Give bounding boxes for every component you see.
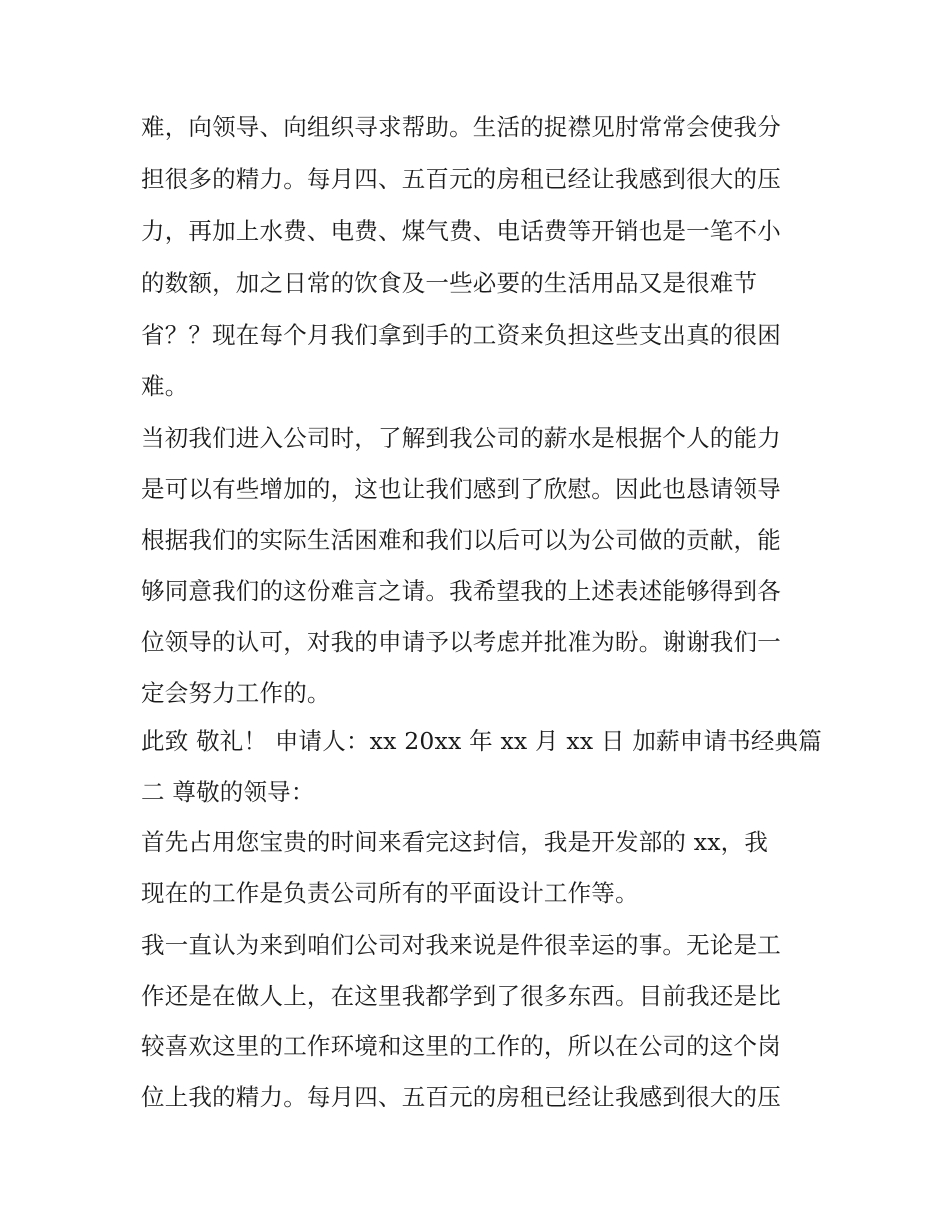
text-line: 担很多的精力。每月四、五百元的房租已经让我感到很大的压 — [141, 165, 781, 193]
text-line: 首先占用您宝贵的时间来看完这封信，我是开发部的 xx，我 — [141, 828, 769, 856]
text-line: 定会努力工作的。 — [141, 679, 331, 707]
text-line: 此致 敬礼！ 申请人：xx 20xx 年 xx 月 xx 日 加薪申请书经典篇 — [141, 727, 822, 755]
text-line: 我一直认为来到咱们公司对我来说是件很幸运的事。无论是工 — [141, 931, 781, 959]
text-line: 二 尊敬的领导： — [141, 778, 315, 806]
text-line: 力，再加上水费、电费、煤气费、电话费等开销也是一笔不小 — [141, 217, 781, 245]
text-line: 当初我们进入公司时，了解到我公司的薪水是根据个人的能力 — [141, 424, 781, 452]
text-line: 位上我的精力。每月四、五百元的房租已经让我感到很大的压 — [141, 1083, 781, 1111]
text-line: 省？？现在每个月我们拿到手的工资来负担这些支出真的很困 — [141, 321, 781, 349]
text-line: 难。 — [141, 372, 189, 400]
text-line: 现在的工作是负责公司所有的平面设计工作等。 — [141, 879, 639, 907]
text-line: 难，向领导、向组织寻求帮助。生活的捉襟见肘常常会使我分 — [141, 113, 781, 141]
text-line: 够同意我们的这份难言之请。我希望我的上述表述能够得到各 — [141, 577, 781, 605]
text-line: 较喜欢这里的工作环境和这里的工作的，所以在公司的这个岗 — [141, 1032, 781, 1060]
text-line: 的数额，加之日常的饮食及一些必要的生活用品又是很难节 — [141, 269, 758, 297]
text-line: 作还是在做人上，在这里我都学到了很多东西。目前我还是比 — [141, 982, 781, 1010]
text-line: 根据我们的实际生活困难和我们以后可以为公司做的贡献，能 — [141, 526, 781, 554]
text-line: 位领导的认可，对我的申请予以考虑并批准为盼。谢谢我们一 — [141, 628, 781, 656]
text-line: 是可以有些增加的，这也让我们感到了欣慰。因此也恳请领导 — [141, 475, 781, 503]
